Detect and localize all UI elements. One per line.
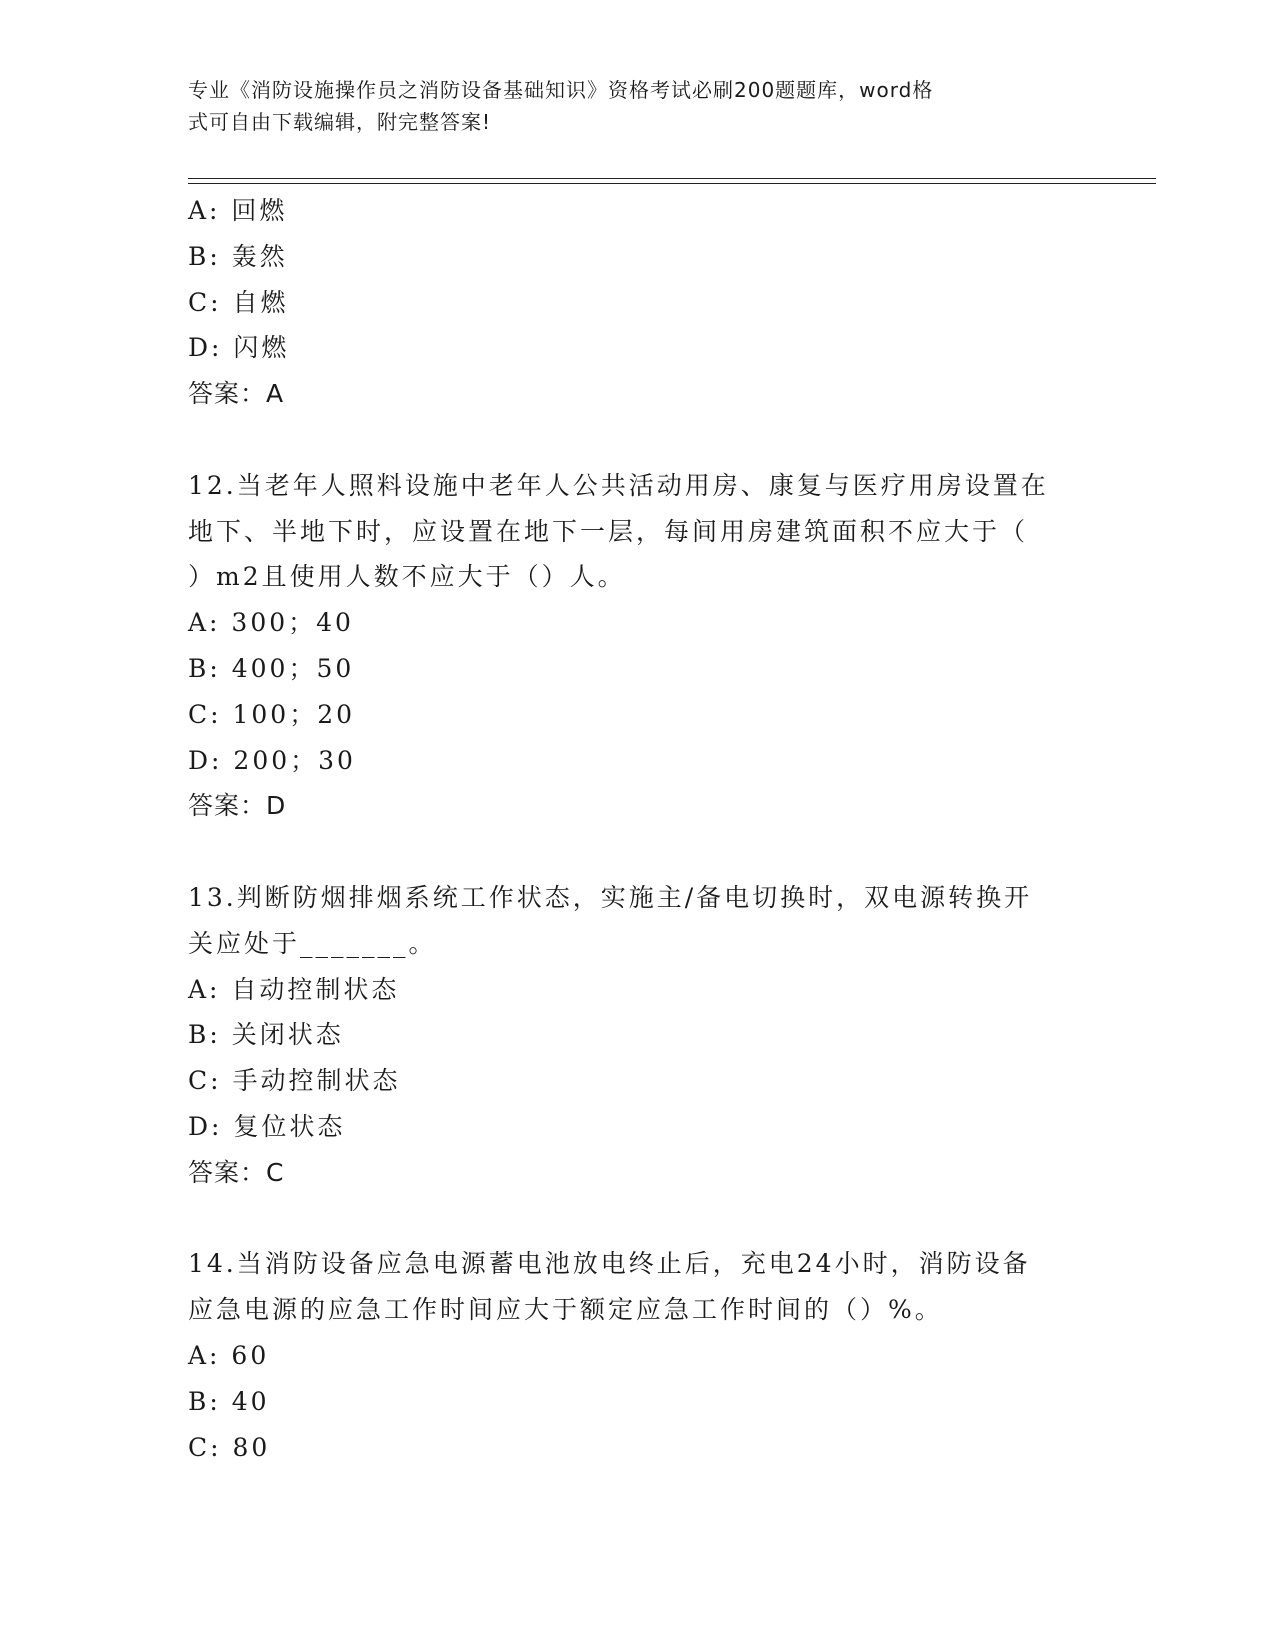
question-12 [188, 463, 1088, 829]
question-text-line: ）m2且使用人数不应大于（）人。 [188, 562, 626, 592]
spacer [188, 417, 1088, 463]
option-c: C: 80 [188, 1432, 271, 1462]
spacer [188, 1196, 1088, 1242]
answer: 答案：D [188, 791, 287, 821]
option-c: C: 100；20 [188, 699, 356, 729]
header-divider-bottom [188, 183, 1156, 184]
option-a: A: 回燃 [188, 196, 288, 225]
option-a: A: 60 [188, 1340, 270, 1370]
question-text-line: 应急电源的应急工作时间应大于额定应急工作时间的（）%。 [188, 1295, 943, 1325]
spacer [188, 829, 1088, 875]
answer: 答案：C [188, 1157, 285, 1187]
question-14 [188, 1241, 1088, 1470]
option-a: A: 自动控制状态 [188, 974, 400, 1004]
answer: 答案：A [188, 379, 285, 409]
header-line-2: 式可自由下载编辑，附完整答案! [188, 110, 492, 134]
question-13 [188, 875, 1088, 1196]
option-d: D: 闪燃 [188, 333, 290, 363]
option-d: D: 复位状态 [188, 1111, 346, 1141]
question-text-line: 地下、半地下时，应设置在地下一层，每间用房建筑面积不应大于（ [188, 516, 1029, 546]
option-a: A: 300；40 [188, 608, 354, 638]
header-line-1: 专业《消防设施操作员之消防设备基础知识》资格考试必刷200题题库，word格 [188, 78, 934, 102]
option-b: B: 40 [188, 1386, 270, 1416]
option-b: B: 轰然 [188, 241, 288, 271]
question-text-line: 12.当老年人照料设施中老年人公共活动用房、康复与医疗用房设置在 [188, 470, 1049, 500]
option-b: B: 400；50 [188, 653, 355, 683]
option-c: C: 手动控制状态 [188, 1066, 401, 1096]
option-c: C: 自燃 [188, 287, 289, 317]
document-header [188, 74, 1068, 138]
option-b: B: 关闭状态 [188, 1020, 344, 1050]
question-11 [188, 188, 1088, 417]
question-text-line: 关应处于_______。 [188, 928, 437, 958]
option-d: D: 200；30 [188, 745, 356, 775]
header-divider-top [188, 178, 1156, 179]
question-text-line: 13.判断防烟排烟系统工作状态，实施主/备电切换时，双电源转换开 [188, 882, 1033, 912]
question-list [188, 188, 1088, 1470]
question-text-line: 14.当消防设备应急电源蓄电池放电终止后，充电24小时，消防设备 [188, 1249, 1031, 1279]
